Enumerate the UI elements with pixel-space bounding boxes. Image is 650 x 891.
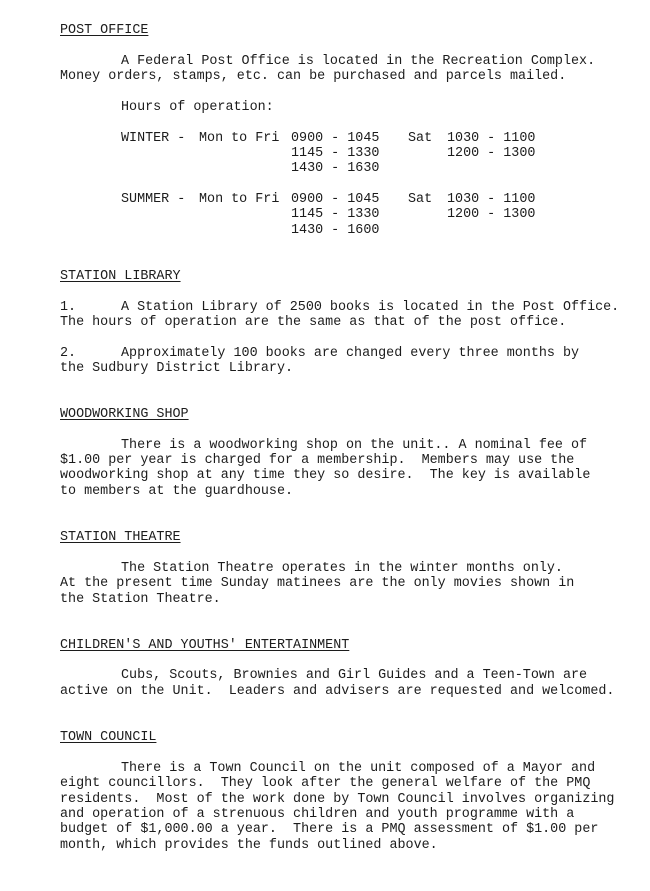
library-item-line: Approximately 100 books are changed every three months by [121,346,580,361]
hours-label: Hours of operation: [121,100,274,115]
children-line: active on the Unit. Leaders and advisers are requested and welcomed. [60,684,615,699]
library-item-line: A Station Library of 2500 books is located in the Post Office. [121,300,620,315]
winter-sat-time: 1200 - 1300 [447,146,536,161]
station-library-heading: STATION LIBRARY [60,269,181,284]
town-council-line: There is a Town Council on the unit composed of a Mayor and [121,761,596,776]
theatre-line: The Station Theatre operates in the winter months only. [121,561,563,576]
summer-weekday-time: 1145 - 1330 [291,207,380,222]
winter-sat-label: Sat [408,131,433,146]
winter-weekday-label: Mon to Fri [199,131,280,146]
town-council-line: eight councillors. They look after the general welfare of the PMQ [60,776,591,791]
winter-weekday-time: 0900 - 1045 [291,131,380,146]
woodworking-heading: WOODWORKING SHOP [60,407,189,422]
children-line: Cubs, Scouts, Brownies and Girl Guides and a Teen-Town are [121,668,588,683]
summer-sat-time: 1200 - 1300 [447,207,536,222]
station-theatre-heading: STATION THEATRE [60,530,181,545]
summer-sat-label: Sat [408,192,433,207]
theatre-line: the Station Theatre. [60,592,221,607]
woodworking-line: to members at the guardhouse. [60,484,294,499]
post-office-para-line: A Federal Post Office is located in the Recreation Complex. [121,54,596,69]
post-office-para-line: Money orders, stamps, etc. can be purchased and parcels mailed. [60,69,567,84]
summer-weekday-label: Mon to Fri [199,192,280,207]
town-council-line: residents. Most of the work done by Town Council involves organizing [60,792,615,807]
summer-weekday-time: 1430 - 1600 [291,223,380,238]
library-item-line: The hours of operation are the same as that of the post office. [60,315,567,330]
library-item-number: 2. [60,346,77,361]
town-council-heading: TOWN COUNCIL [60,730,157,745]
post-office-heading: POST OFFICE [60,23,149,38]
woodworking-line: $1.00 per year is charged for a membership. Members may use the [60,453,575,468]
woodworking-line: woodworking shop at any time they so desire. The key is available [60,468,591,483]
summer-sat-time: 1030 - 1100 [447,192,536,207]
winter-label: WINTER - [121,131,186,146]
winter-sat-time: 1030 - 1100 [447,131,536,146]
summer-weekday-time: 0900 - 1045 [291,192,380,207]
theatre-line: At the present time Sunday matinees are the only movies shown in [60,576,575,591]
children-entertainment-heading: CHILDREN'S AND YOUTHS' ENTERTAINMENT [60,638,350,653]
winter-weekday-time: 1145 - 1330 [291,146,380,161]
town-council-line: budget of $1,000.00 a year. There is a PMQ assessment of $1.00 per [60,822,599,837]
summer-label: SUMMER - [121,192,186,207]
winter-weekday-time: 1430 - 1630 [291,161,380,176]
town-council-line: month, which provides the funds outlined above. [60,838,438,853]
library-item-line: the Sudbury District Library. [60,361,294,376]
town-council-line: and operation of a strenuous children and youth programme with a [60,807,575,822]
library-item-number: 1. [60,300,77,315]
woodworking-line: There is a woodworking shop on the unit.. A nominal fee of [121,438,588,453]
